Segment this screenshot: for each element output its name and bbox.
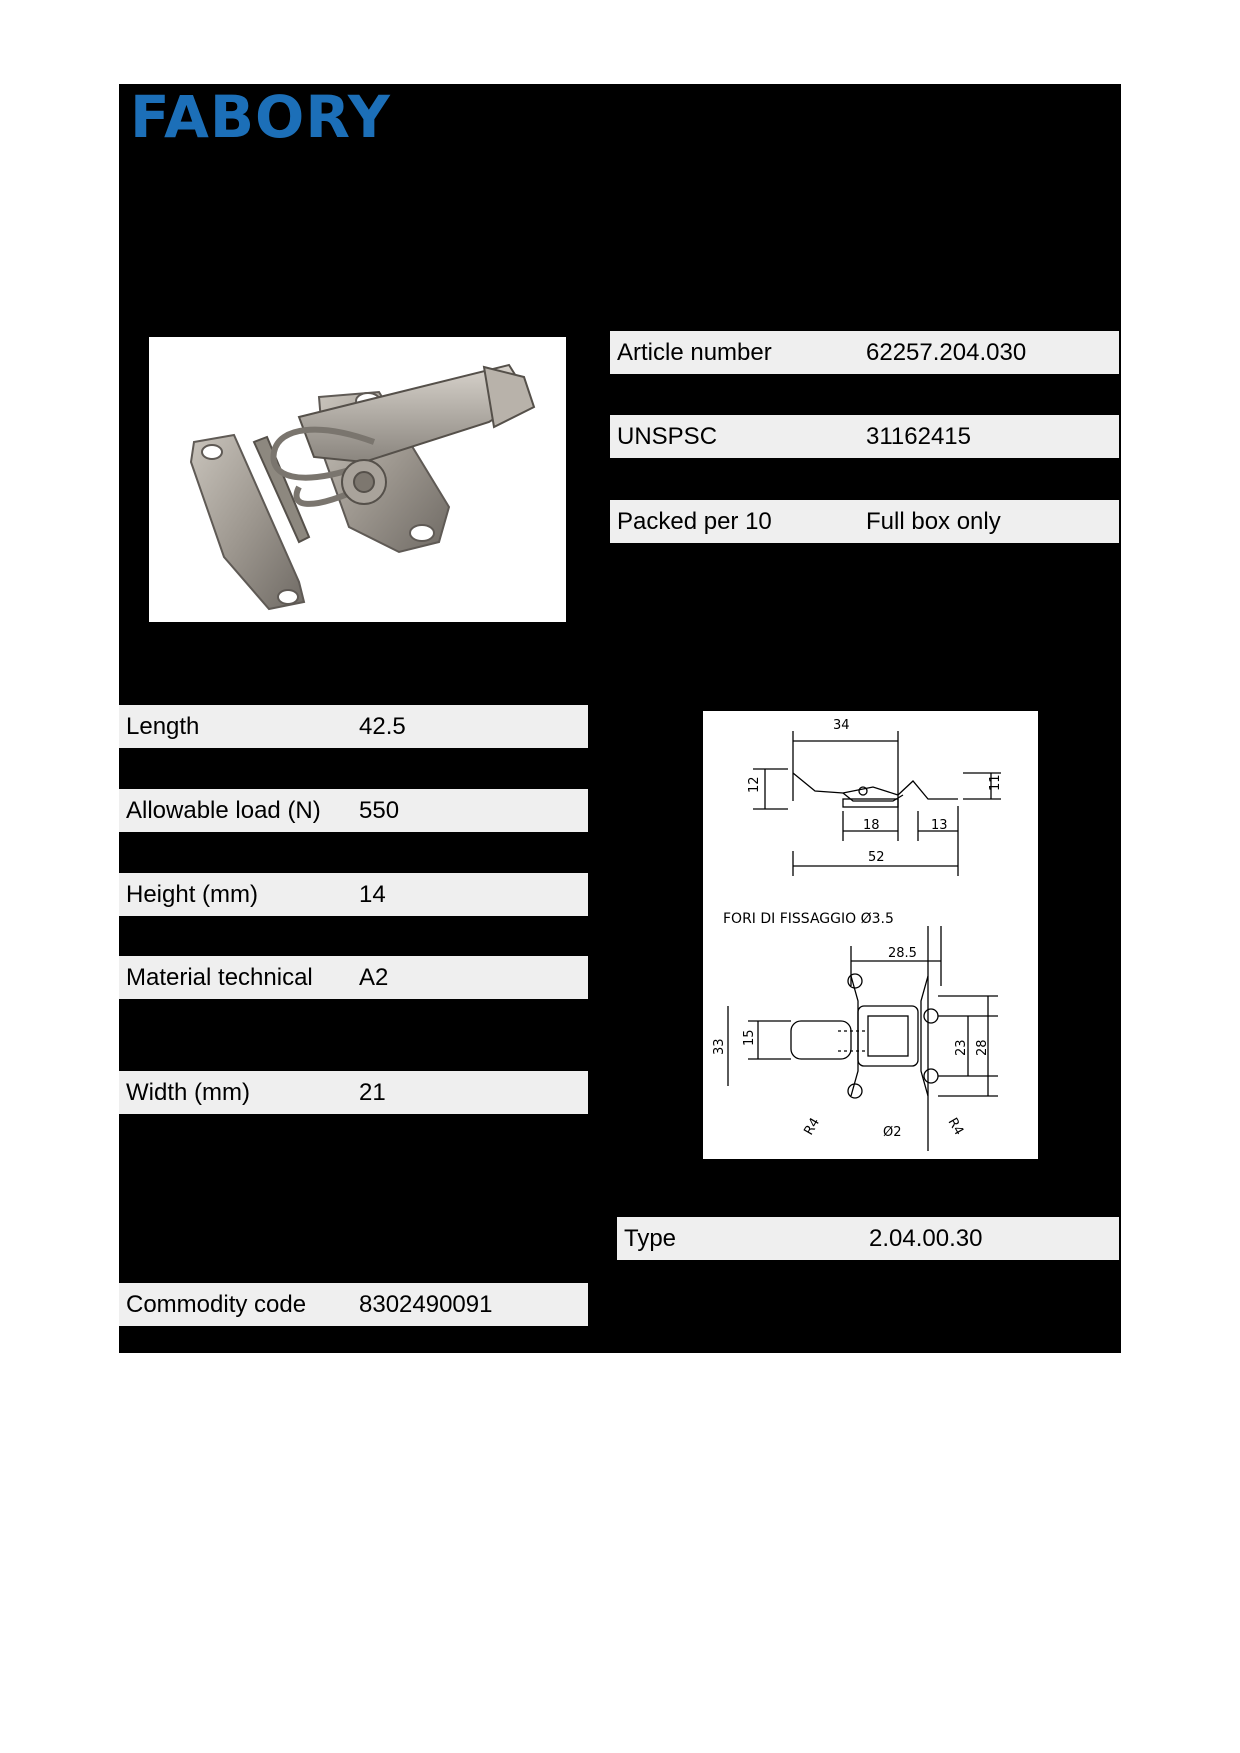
info-row-unspsc [610, 415, 1119, 458]
svg-text:52: 52 [868, 850, 885, 865]
spec-label: Material technical [126, 964, 313, 991]
spec-value: 42.5 [359, 713, 406, 740]
info-row-packed-per [610, 500, 1119, 543]
commodity-value: 8302490091 [359, 1291, 493, 1318]
svg-text:R4: R4 [944, 1115, 967, 1138]
info-label: UNSPSC [617, 423, 718, 450]
info-row-article-number [610, 331, 1119, 374]
spec-label: Height (mm) [126, 881, 259, 908]
type-value: 2.04.00.30 [869, 1225, 983, 1252]
fabory-logo: FABORY [130, 83, 391, 151]
spec-value: 550 [359, 797, 400, 824]
commodity-row [119, 1283, 588, 1326]
svg-text:12: 12 [747, 776, 762, 793]
info-value: 31162415 [866, 423, 971, 450]
latch-dimension-drawing-icon [703, 711, 1038, 1159]
spec-row-material [119, 956, 588, 999]
spec-row-length [119, 705, 588, 748]
svg-text:28.5: 28.5 [888, 946, 917, 961]
svg-text:28: 28 [975, 1039, 990, 1056]
svg-text:33: 33 [712, 1038, 727, 1055]
svg-text:15: 15 [742, 1029, 757, 1046]
spec-value: 21 [359, 1079, 386, 1106]
info-value: 62257.204.030 [866, 339, 1027, 366]
info-label: Article number [617, 339, 772, 366]
commodity-label: Commodity code [126, 1291, 307, 1318]
svg-text:34: 34 [833, 718, 850, 733]
toggle-latch-photo-icon [149, 337, 566, 622]
svg-text:23: 23 [954, 1039, 969, 1056]
svg-text:18: 18 [863, 818, 880, 833]
product-photo [149, 337, 566, 622]
info-value: Full box only [866, 508, 1001, 535]
spec-label: Length [126, 713, 200, 740]
technical-drawing [703, 711, 1038, 1159]
spec-value: 14 [359, 881, 386, 908]
svg-text:11: 11 [988, 774, 1003, 791]
spec-row-height [119, 873, 588, 916]
spec-label: Width (mm) [126, 1079, 250, 1106]
type-label: Type [624, 1225, 677, 1252]
svg-text:Ø2: Ø2 [883, 1125, 902, 1140]
svg-text:R4: R4 [801, 1115, 824, 1138]
spec-label: Allowable load (N) [126, 797, 321, 824]
spec-value: A2 [359, 964, 389, 991]
svg-text:13: 13 [931, 818, 948, 833]
spec-row-width [119, 1071, 588, 1114]
type-row [617, 1217, 1119, 1260]
info-label: Packed per 10 [617, 508, 772, 535]
spec-row-allowable-load [119, 789, 588, 832]
svg-text:FORI DI FISSAGGIO Ø3.5: FORI DI FISSAGGIO Ø3.5 [723, 911, 894, 927]
